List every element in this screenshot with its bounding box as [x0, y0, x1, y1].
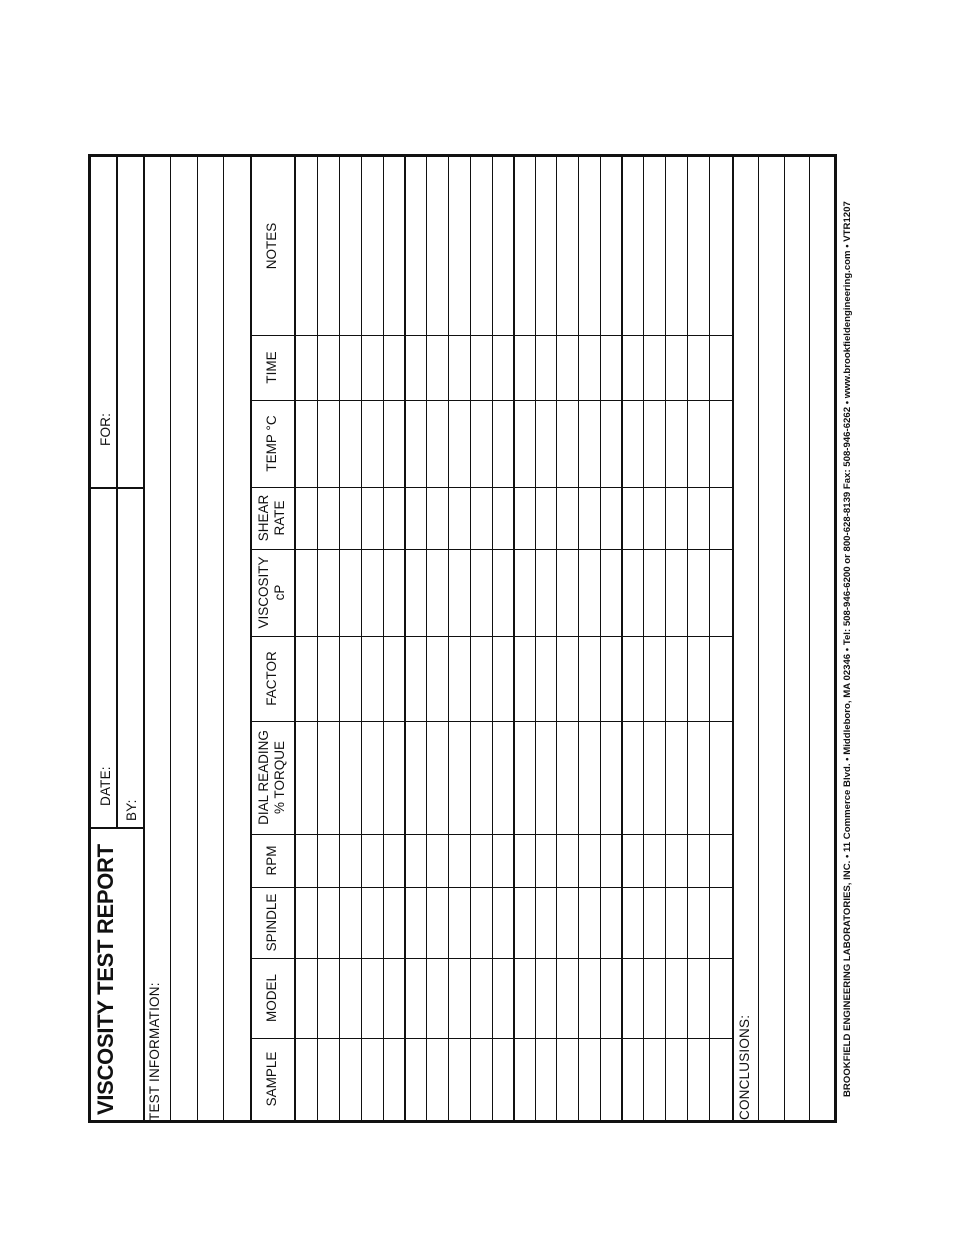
table-cell[interactable]: [317, 549, 339, 636]
date-field[interactable]: [91, 487, 116, 827]
table-cell[interactable]: [492, 958, 513, 1038]
test-information-label: TEST INFORMATION:: [147, 982, 162, 1121]
table-cell[interactable]: [621, 487, 643, 549]
table-cell[interactable]: [361, 400, 383, 487]
table-cell[interactable]: [339, 157, 361, 335]
table-cell[interactable]: [600, 335, 621, 400]
table-cell[interactable]: [448, 487, 470, 549]
column-header-line1: NOTES: [264, 222, 279, 270]
table-cell[interactable]: [513, 157, 535, 335]
table-cell[interactable]: [383, 335, 404, 400]
by-field[interactable]: [116, 487, 143, 827]
table-cell[interactable]: [643, 721, 665, 834]
table-cell[interactable]: [492, 721, 513, 834]
table-cell[interactable]: [687, 834, 709, 887]
table-cell[interactable]: [492, 1038, 513, 1120]
column-header-sample: [250, 1038, 294, 1120]
table-cell[interactable]: [709, 834, 732, 887]
table-cell[interactable]: [535, 958, 556, 1038]
table-cell[interactable]: [470, 1038, 492, 1120]
table-cell[interactable]: [665, 335, 687, 400]
table-cell[interactable]: [448, 887, 470, 958]
date-label: DATE:: [98, 766, 113, 806]
table-cell[interactable]: [294, 157, 317, 335]
table-cell[interactable]: [578, 834, 600, 887]
table-cell[interactable]: [470, 721, 492, 834]
table-cell[interactable]: [470, 636, 492, 721]
table-cell[interactable]: [556, 157, 578, 335]
table-cell[interactable]: [709, 335, 732, 400]
table-cell[interactable]: [578, 636, 600, 721]
conclusions-area[interactable]: [732, 157, 834, 1120]
table-cell[interactable]: [513, 1038, 535, 1120]
table-cell[interactable]: [361, 487, 383, 549]
table-cell[interactable]: [426, 636, 448, 721]
table-cell[interactable]: [578, 487, 600, 549]
for-field[interactable]: [91, 157, 116, 487]
table-cell[interactable]: [513, 834, 535, 887]
table-cell[interactable]: [470, 400, 492, 487]
table-cell[interactable]: [383, 1038, 404, 1120]
column-header-rpm: [250, 834, 294, 887]
table-cell[interactable]: [426, 157, 448, 335]
table-cell[interactable]: [339, 958, 361, 1038]
table-cell[interactable]: [294, 549, 317, 636]
table-cell[interactable]: [317, 958, 339, 1038]
table-cell[interactable]: [339, 335, 361, 400]
table-cell[interactable]: [339, 400, 361, 487]
table-cell[interactable]: [361, 335, 383, 400]
table-row: [621, 157, 643, 1120]
table-cell[interactable]: [404, 549, 426, 636]
table-cell[interactable]: [709, 958, 732, 1038]
column-header-spindle: [250, 887, 294, 958]
column-header-line2: % TORQUE: [272, 740, 287, 815]
table-cell[interactable]: [556, 636, 578, 721]
table-row: [535, 157, 556, 1120]
table-cell[interactable]: [687, 157, 709, 335]
table-cell[interactable]: [665, 487, 687, 549]
table-cell[interactable]: [665, 549, 687, 636]
column-header-line1: TEMP °C: [264, 415, 279, 472]
table-cell[interactable]: [687, 335, 709, 400]
table-cell[interactable]: [339, 549, 361, 636]
table-cell[interactable]: [470, 157, 492, 335]
table-cell[interactable]: [709, 636, 732, 721]
column-header-line1: RPM: [264, 845, 279, 876]
table-cell[interactable]: [513, 958, 535, 1038]
table-cell[interactable]: [513, 549, 535, 636]
table-cell[interactable]: [556, 549, 578, 636]
table-cell[interactable]: [339, 1038, 361, 1120]
table-cell[interactable]: [492, 335, 513, 400]
table-cell[interactable]: [643, 549, 665, 636]
table-cell[interactable]: [383, 887, 404, 958]
table-cell[interactable]: [709, 549, 732, 636]
table-cell[interactable]: [665, 958, 687, 1038]
table-cell[interactable]: [404, 157, 426, 335]
table-cell[interactable]: [513, 887, 535, 958]
table-cell[interactable]: [317, 887, 339, 958]
table-cell[interactable]: [578, 549, 600, 636]
table-cell[interactable]: [383, 487, 404, 549]
table-row: [687, 157, 709, 1120]
table-cell[interactable]: [448, 400, 470, 487]
table-cell[interactable]: [643, 487, 665, 549]
test-information-area[interactable]: [143, 157, 250, 1120]
table-cell[interactable]: [643, 958, 665, 1038]
column-header-line1: VISCOSITY: [256, 556, 271, 629]
table-cell[interactable]: [426, 549, 448, 636]
table-cell[interactable]: [383, 157, 404, 335]
table-cell[interactable]: [339, 887, 361, 958]
table-cell[interactable]: [448, 721, 470, 834]
table-cell[interactable]: [643, 636, 665, 721]
table-cell[interactable]: [600, 721, 621, 834]
table-cell[interactable]: [492, 636, 513, 721]
table-cell[interactable]: [643, 1038, 665, 1120]
table-cell[interactable]: [513, 400, 535, 487]
table-cell[interactable]: [339, 721, 361, 834]
table-cell[interactable]: [317, 487, 339, 549]
report-title: VISCOSITY TEST REPORT: [93, 844, 118, 1115]
column-header-line1: FACTOR: [264, 651, 279, 706]
table-row: [317, 157, 339, 1120]
table-cell[interactable]: [470, 335, 492, 400]
table-cell[interactable]: [535, 549, 556, 636]
table-cell[interactable]: [426, 400, 448, 487]
table-cell[interactable]: [535, 335, 556, 400]
table-cell[interactable]: [621, 958, 643, 1038]
table-cell[interactable]: [687, 636, 709, 721]
table-cell[interactable]: [621, 549, 643, 636]
table-cell[interactable]: [383, 549, 404, 636]
column-header-viscosity: [250, 549, 294, 636]
table-row: [361, 157, 383, 1120]
table-cell[interactable]: [317, 1038, 339, 1120]
column-header-line2: RATE: [272, 500, 287, 536]
table-cell[interactable]: [665, 834, 687, 887]
table-cell[interactable]: [404, 636, 426, 721]
table-cell[interactable]: [665, 400, 687, 487]
table-cell[interactable]: [383, 958, 404, 1038]
column-header-line1: SAMPLE: [264, 1051, 279, 1107]
table-cell[interactable]: [556, 887, 578, 958]
table-cell[interactable]: [317, 636, 339, 721]
table-cell[interactable]: [492, 887, 513, 958]
column-header-model: [250, 958, 294, 1038]
table-cell[interactable]: [317, 834, 339, 887]
table-cell[interactable]: [621, 400, 643, 487]
table-cell[interactable]: [404, 887, 426, 958]
table-cell[interactable]: [317, 721, 339, 834]
table-cell[interactable]: [294, 834, 317, 887]
column-header-notes: [250, 157, 294, 335]
table-cell[interactable]: [404, 335, 426, 400]
table-cell[interactable]: [578, 1038, 600, 1120]
table-cell[interactable]: [665, 721, 687, 834]
table-cell[interactable]: [426, 958, 448, 1038]
table-cell[interactable]: [535, 487, 556, 549]
column-header-time: [250, 335, 294, 400]
table-cell[interactable]: [426, 721, 448, 834]
table-cell[interactable]: [687, 549, 709, 636]
table-row: [492, 157, 513, 1120]
table-cell[interactable]: [600, 487, 621, 549]
table-cell[interactable]: [383, 636, 404, 721]
table-row: [709, 157, 732, 1120]
table-row: [556, 157, 578, 1120]
table-cell[interactable]: [294, 721, 317, 834]
table-cell[interactable]: [513, 487, 535, 549]
table-cell[interactable]: [448, 834, 470, 887]
table-cell[interactable]: [578, 721, 600, 834]
table-cell[interactable]: [339, 636, 361, 721]
table-cell[interactable]: [665, 1038, 687, 1120]
table-cell[interactable]: [578, 157, 600, 335]
table-cell[interactable]: [643, 887, 665, 958]
title-split-line: [91, 827, 143, 829]
table-cell[interactable]: [492, 834, 513, 887]
table-cell[interactable]: [513, 721, 535, 834]
table-row: [600, 157, 621, 1120]
table-cell[interactable]: [383, 721, 404, 834]
conclusions-label: CONCLUSIONS:: [737, 1014, 752, 1120]
table-cell[interactable]: [448, 157, 470, 335]
column-header-shear: [250, 487, 294, 549]
viscosity-test-report-form: [88, 154, 837, 1123]
table-cell[interactable]: [621, 335, 643, 400]
table-cell[interactable]: [600, 1038, 621, 1120]
column-header-line1: MODEL: [264, 974, 279, 1023]
table-cell[interactable]: [709, 487, 732, 549]
table-cell[interactable]: [470, 834, 492, 887]
table-cell[interactable]: [665, 157, 687, 335]
table-cell[interactable]: [687, 1038, 709, 1120]
table-cell[interactable]: [426, 335, 448, 400]
table-cell[interactable]: [426, 487, 448, 549]
table-cell[interactable]: [294, 636, 317, 721]
table-cell[interactable]: [492, 157, 513, 335]
table-cell[interactable]: [470, 958, 492, 1038]
table-cell[interactable]: [492, 487, 513, 549]
table-cell[interactable]: [687, 958, 709, 1038]
table-cell[interactable]: [361, 157, 383, 335]
table-cell[interactable]: [556, 487, 578, 549]
table-cell[interactable]: [687, 721, 709, 834]
table-row: [383, 157, 404, 1120]
table-cell[interactable]: [294, 1038, 317, 1120]
table-cell[interactable]: [426, 1038, 448, 1120]
table-cell[interactable]: [600, 636, 621, 721]
table-cell[interactable]: [535, 636, 556, 721]
table-cell[interactable]: [339, 487, 361, 549]
table-cell[interactable]: [535, 834, 556, 887]
table-cell[interactable]: [361, 1038, 383, 1120]
table-cell[interactable]: [621, 721, 643, 834]
table-cell[interactable]: [687, 400, 709, 487]
table-cell[interactable]: [404, 721, 426, 834]
table-cell[interactable]: [448, 1038, 470, 1120]
table-cell[interactable]: [556, 721, 578, 834]
table-cell[interactable]: [448, 958, 470, 1038]
table-cell[interactable]: [361, 958, 383, 1038]
table-cell[interactable]: [709, 887, 732, 958]
table-row: [643, 157, 665, 1120]
table-cell[interactable]: [404, 834, 426, 887]
table-cell[interactable]: [600, 400, 621, 487]
table-cell[interactable]: [294, 887, 317, 958]
table-row: [339, 157, 361, 1120]
table-cell[interactable]: [535, 157, 556, 335]
table-cell[interactable]: [600, 157, 621, 335]
table-row: [448, 157, 470, 1120]
column-header-line1: DIAL READING: [256, 730, 271, 825]
column-header-line1: TIME: [264, 351, 279, 384]
table-cell[interactable]: [470, 887, 492, 958]
table-cell[interactable]: [361, 887, 383, 958]
column-header-line2: cP: [272, 584, 287, 601]
table-cell[interactable]: [556, 1038, 578, 1120]
table-row: [404, 157, 426, 1120]
table-cell[interactable]: [513, 636, 535, 721]
column-header-temp-c: [250, 400, 294, 487]
table-cell[interactable]: [361, 834, 383, 887]
column-header-dial-reading: [250, 721, 294, 834]
table-cell[interactable]: [556, 335, 578, 400]
table-cell[interactable]: [643, 834, 665, 887]
table-cell[interactable]: [361, 636, 383, 721]
table-cell[interactable]: [643, 157, 665, 335]
by-label: BY:: [124, 799, 139, 821]
table-cell[interactable]: [709, 721, 732, 834]
table-cell[interactable]: [339, 834, 361, 887]
table-cell[interactable]: [426, 887, 448, 958]
for-label: FOR:: [98, 412, 113, 446]
table-cell[interactable]: [578, 887, 600, 958]
table-cell[interactable]: [448, 636, 470, 721]
table-cell[interactable]: [709, 1038, 732, 1120]
table-cell[interactable]: [621, 887, 643, 958]
table-row: [294, 157, 317, 1120]
table-cell[interactable]: [556, 834, 578, 887]
table-cell[interactable]: [621, 636, 643, 721]
table-cell[interactable]: [643, 335, 665, 400]
table-cell[interactable]: [383, 834, 404, 887]
footer-company-info: BROOKFIELD ENGINEERING LABORATORIES, INC. • 11 Commerce Blvd. • Middleboro, MA 02346 • Tel: 508-946-6200 or 800-628-8139 Fax: 508-946-6262 • www.brookfieldengineering.com • VTR1207: [842, 201, 853, 1097]
table-cell[interactable]: [621, 834, 643, 887]
table-cell[interactable]: [492, 400, 513, 487]
table-cell[interactable]: [294, 487, 317, 549]
table-cell[interactable]: [535, 400, 556, 487]
table-cell[interactable]: [448, 335, 470, 400]
table-cell[interactable]: [513, 335, 535, 400]
table-cell[interactable]: [470, 549, 492, 636]
table-cell[interactable]: [665, 636, 687, 721]
table-cell[interactable]: [404, 1038, 426, 1120]
table-cell[interactable]: [621, 1038, 643, 1120]
column-header-line1: SHEAR: [256, 494, 271, 542]
table-cell[interactable]: [556, 958, 578, 1038]
table-cell[interactable]: [470, 487, 492, 549]
table-row: [513, 157, 535, 1120]
column-header-factor: [250, 636, 294, 721]
header-divider-line: [116, 157, 118, 487]
table-cell[interactable]: [317, 335, 339, 400]
table-cell[interactable]: [404, 487, 426, 549]
table-cell[interactable]: [535, 887, 556, 958]
table-cell[interactable]: [535, 1038, 556, 1120]
table-cell[interactable]: [600, 958, 621, 1038]
table-cell[interactable]: [404, 400, 426, 487]
table-cell[interactable]: [709, 400, 732, 487]
table-cell[interactable]: [294, 400, 317, 487]
table-cell[interactable]: [665, 887, 687, 958]
table-cell[interactable]: [448, 549, 470, 636]
table-cell[interactable]: [578, 400, 600, 487]
table-row: [470, 157, 492, 1120]
table-cell[interactable]: [578, 335, 600, 400]
table-row: [665, 157, 687, 1120]
table-cell[interactable]: [294, 958, 317, 1038]
table-cell[interactable]: [317, 157, 339, 335]
table-cell[interactable]: [709, 157, 732, 335]
table-cell[interactable]: [361, 549, 383, 636]
table-cell[interactable]: [426, 834, 448, 887]
table-cell[interactable]: [578, 958, 600, 1038]
table-cell[interactable]: [383, 400, 404, 487]
table-cell[interactable]: [687, 887, 709, 958]
table-cell[interactable]: [600, 887, 621, 958]
table-cell[interactable]: [556, 400, 578, 487]
table-cell[interactable]: [643, 400, 665, 487]
table-cell[interactable]: [317, 400, 339, 487]
column-header-line1: SPINDLE: [264, 893, 279, 952]
table-cell[interactable]: [535, 721, 556, 834]
table-cell[interactable]: [361, 721, 383, 834]
table-row: [578, 157, 600, 1120]
table-row: [426, 157, 448, 1120]
table-cell[interactable]: [687, 487, 709, 549]
table-cell[interactable]: [294, 335, 317, 400]
table-cell[interactable]: [600, 834, 621, 887]
table-cell[interactable]: [492, 549, 513, 636]
table-cell[interactable]: [404, 958, 426, 1038]
table-cell[interactable]: [600, 549, 621, 636]
table-cell[interactable]: [621, 157, 643, 335]
